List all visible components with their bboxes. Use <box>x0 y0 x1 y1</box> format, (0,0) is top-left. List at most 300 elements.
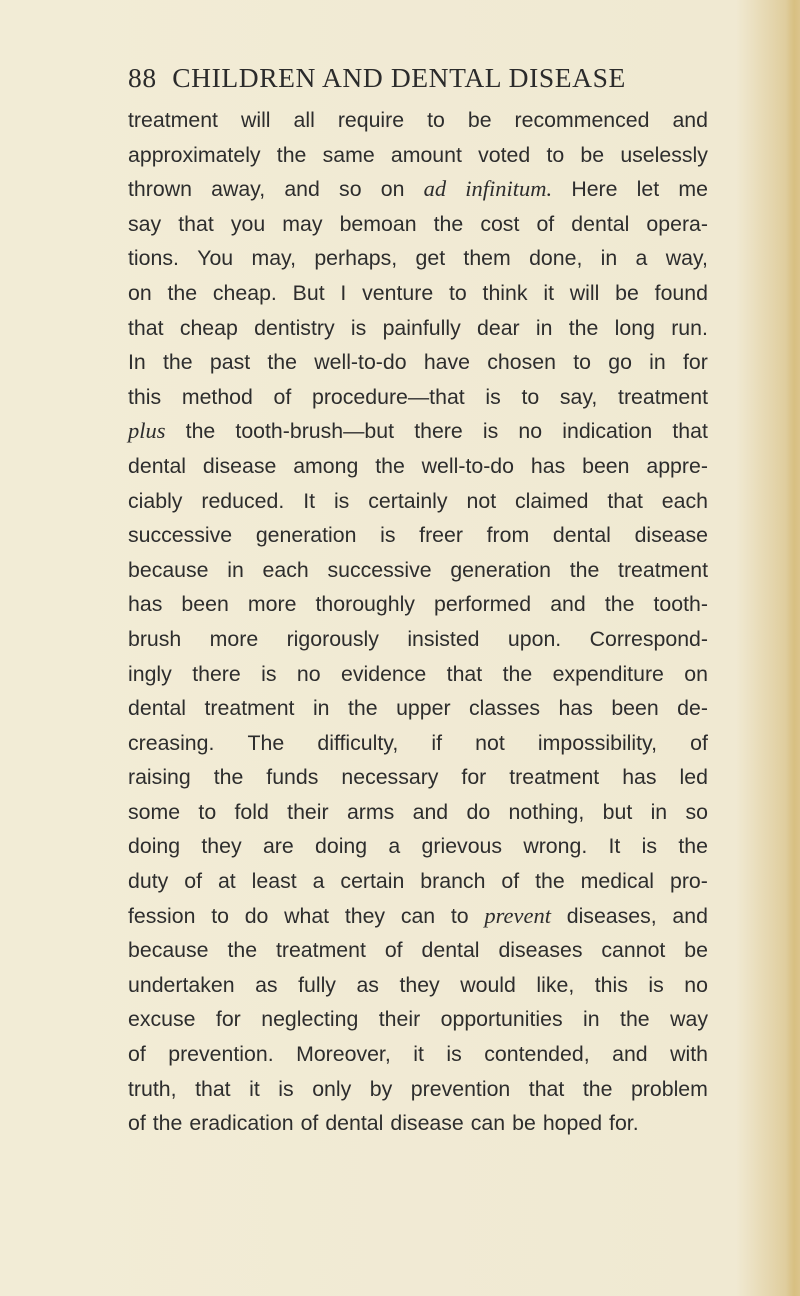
word: is <box>485 384 501 409</box>
word: successive <box>128 523 233 548</box>
word: they <box>344 903 386 928</box>
word: diseases <box>498 938 583 963</box>
word: of <box>128 1042 146 1067</box>
word: more <box>209 626 259 651</box>
word: more <box>247 592 297 617</box>
word: get <box>415 246 446 271</box>
word: treatment <box>509 765 600 790</box>
word: difficulty, <box>317 730 399 755</box>
word: in <box>312 696 330 721</box>
word: indication <box>562 419 653 444</box>
word: that <box>528 1076 565 1101</box>
word: and <box>672 903 708 928</box>
word: creasing. <box>128 730 215 755</box>
word: is <box>380 523 396 548</box>
word: not <box>466 488 497 513</box>
word: at <box>217 869 236 894</box>
word: is <box>333 488 350 513</box>
text-line <box>128 899 708 934</box>
word: the <box>267 350 297 375</box>
word: claimed <box>515 488 589 513</box>
word: some <box>128 799 181 824</box>
text-line <box>128 1072 708 1107</box>
text-line <box>128 553 708 588</box>
word: on <box>684 661 708 686</box>
word: prevention. <box>168 1042 274 1067</box>
word: of <box>690 730 708 755</box>
word: insisted <box>407 626 480 651</box>
word: as <box>255 972 278 997</box>
word: approximately <box>128 142 261 167</box>
word: of <box>536 211 555 236</box>
word: reduced. <box>201 488 285 513</box>
word: well-to-do <box>421 453 514 478</box>
word: on <box>128 280 152 305</box>
word: disease <box>202 453 277 478</box>
word: be <box>615 280 639 305</box>
word: you <box>230 211 266 236</box>
word: in <box>600 246 618 271</box>
word: the <box>582 1076 613 1101</box>
text-line <box>128 933 708 968</box>
word: way <box>670 1007 708 1032</box>
word: to <box>573 350 591 375</box>
word: voted <box>478 142 531 167</box>
word: and <box>550 592 586 617</box>
word: will <box>240 108 271 132</box>
word: the <box>213 765 244 790</box>
word: upper <box>396 696 451 721</box>
word: de- <box>677 696 708 721</box>
word: do <box>466 799 491 824</box>
text-line <box>128 103 708 138</box>
word: on <box>380 177 405 202</box>
word: freer <box>419 523 463 548</box>
word: be <box>512 1111 536 1136</box>
word: neglecting <box>261 1007 359 1032</box>
word: generation <box>450 557 551 582</box>
word: a <box>635 246 648 271</box>
word: recommenced <box>514 108 650 132</box>
word: diseases, <box>566 903 657 928</box>
word: fold <box>234 799 269 824</box>
word: problem <box>630 1076 708 1101</box>
word: and <box>284 177 320 202</box>
word: the <box>569 557 600 582</box>
word: dentistry <box>254 315 335 340</box>
text-line <box>128 138 708 173</box>
word: duty <box>128 869 169 894</box>
text-line <box>128 691 708 726</box>
word: can <box>470 1111 506 1136</box>
word: venture <box>362 280 434 305</box>
word: to <box>427 108 445 132</box>
word: upon. <box>507 626 562 651</box>
word: their <box>378 1007 421 1032</box>
word: among <box>293 453 359 478</box>
text-line <box>128 345 708 380</box>
word: away, <box>211 177 266 202</box>
word: expenditure <box>552 661 664 686</box>
word: of <box>300 1111 319 1136</box>
word: by <box>369 1076 393 1101</box>
word: chosen <box>487 350 556 375</box>
page-number: 88 <box>128 62 157 93</box>
word: are <box>262 834 294 859</box>
word: dental <box>552 523 611 548</box>
word: dental <box>325 1111 384 1136</box>
word: fession <box>128 903 196 928</box>
text-line <box>128 311 708 346</box>
word: cheap. <box>212 280 277 305</box>
word: treatment <box>128 108 218 132</box>
word: go <box>608 350 632 375</box>
word: me <box>678 177 708 202</box>
word: do <box>244 903 269 928</box>
word: led <box>679 765 708 790</box>
word: brush <box>128 626 182 651</box>
word: like, <box>536 972 575 997</box>
word: certainly <box>368 488 448 513</box>
text-line <box>128 276 708 311</box>
text-line <box>128 760 708 795</box>
word: doing <box>128 834 181 859</box>
word: opera- <box>646 211 708 236</box>
word: have <box>423 350 471 375</box>
word: it <box>543 280 554 305</box>
word: there <box>414 419 463 444</box>
text-line <box>128 657 708 692</box>
word: they <box>201 834 242 859</box>
word: the <box>276 142 307 167</box>
word: certain <box>340 869 405 894</box>
word: tooth- <box>653 592 708 617</box>
word: only <box>312 1076 352 1101</box>
word: least <box>251 869 297 894</box>
word: is <box>261 661 277 686</box>
word: of <box>128 1111 146 1136</box>
word: in <box>227 557 244 582</box>
word: but <box>602 799 633 824</box>
word: dental <box>128 453 187 478</box>
word: impossibility, <box>537 730 658 755</box>
word: from <box>486 523 530 548</box>
italic-word: prevent <box>484 902 551 928</box>
word: evidence <box>341 661 427 686</box>
word: been <box>582 453 630 478</box>
word: hoped <box>542 1111 603 1136</box>
word: well-to-do <box>314 350 407 375</box>
word: I <box>340 280 347 305</box>
word: tions. <box>128 246 179 271</box>
word: and <box>612 1042 648 1067</box>
word: dental <box>571 211 630 236</box>
word: let <box>636 177 660 202</box>
word: bemoan <box>339 211 417 236</box>
word: the <box>227 938 258 963</box>
word: that <box>607 488 643 513</box>
word: because <box>128 557 209 582</box>
word: has <box>530 453 566 478</box>
word: in <box>535 315 553 340</box>
word: would <box>460 972 516 997</box>
word: so <box>685 799 708 824</box>
word: past <box>209 350 251 375</box>
text-line <box>128 829 708 864</box>
word: way, <box>665 246 708 271</box>
word: doing <box>315 834 368 859</box>
word: to <box>448 280 467 305</box>
word: the <box>163 350 193 375</box>
text-line <box>128 726 708 761</box>
word: contended, <box>484 1042 590 1067</box>
word: the <box>375 453 405 478</box>
word: been <box>181 592 229 617</box>
word: no <box>518 419 543 444</box>
word: be <box>467 108 492 132</box>
word: eradication <box>189 1111 294 1136</box>
word: no <box>296 661 321 686</box>
word: has <box>622 765 657 790</box>
word: treatment <box>618 557 708 582</box>
word: Here <box>571 177 618 202</box>
word: may, <box>251 246 297 271</box>
word: to <box>198 799 217 824</box>
word: the <box>535 869 565 894</box>
word: say <box>128 211 162 236</box>
word: treatment <box>618 384 708 409</box>
word: has <box>558 696 593 721</box>
text-line <box>128 414 708 449</box>
word: to <box>211 903 229 928</box>
word: there <box>192 661 241 686</box>
word: arms <box>346 799 395 824</box>
word: funds <box>266 765 319 790</box>
word: dear <box>477 315 520 340</box>
word: is <box>446 1042 462 1067</box>
word: the <box>347 696 378 721</box>
word: successive <box>327 557 432 582</box>
word: ingly <box>128 661 172 686</box>
text-line <box>128 484 708 519</box>
text-line <box>128 1002 708 1037</box>
word: the <box>433 211 464 236</box>
word: their <box>287 799 329 824</box>
word: classes <box>469 696 541 721</box>
word: be <box>684 938 708 963</box>
word: necessary <box>341 765 439 790</box>
word: will <box>569 280 600 305</box>
word: performed <box>434 592 532 617</box>
italic-word: plus <box>128 418 166 444</box>
word: medical <box>580 869 655 894</box>
word: generation <box>255 523 357 548</box>
word: them <box>463 246 511 271</box>
word: for. <box>609 1111 639 1136</box>
word: nothing, <box>508 799 585 824</box>
text-line <box>128 518 708 553</box>
word: say, <box>559 384 598 409</box>
word: thrown <box>128 177 192 202</box>
word: It <box>303 488 316 513</box>
word: in <box>583 1007 600 1032</box>
word: be <box>580 142 605 167</box>
word: if <box>431 730 443 755</box>
word: truth, <box>128 1076 177 1101</box>
word: appre- <box>646 453 708 478</box>
word: to <box>546 142 565 167</box>
word: raising <box>128 765 191 790</box>
word: dental <box>421 938 480 963</box>
word: that <box>178 211 214 236</box>
text-line <box>128 380 708 415</box>
word: opportunities <box>440 1007 563 1032</box>
text-line <box>128 795 708 830</box>
word: is <box>648 972 664 997</box>
word: for <box>461 765 487 790</box>
word: a <box>312 869 325 894</box>
word: and <box>672 108 708 132</box>
word: long <box>614 315 655 340</box>
word: of <box>184 869 202 894</box>
word: treatment <box>204 696 295 721</box>
word: that <box>672 419 708 444</box>
word: fully <box>298 972 336 997</box>
word: can <box>400 903 436 928</box>
word: this <box>594 972 628 997</box>
word: this <box>128 384 162 409</box>
word: undertaken <box>128 972 235 997</box>
word: the <box>568 315 599 340</box>
page-edge <box>786 0 800 1296</box>
italic-word: infinitum. <box>465 176 553 202</box>
word: for <box>683 350 708 375</box>
italic-word: ad <box>423 176 447 202</box>
word: the <box>604 592 635 617</box>
body-text <box>128 103 708 1141</box>
word: of <box>384 938 403 963</box>
text-line <box>128 968 708 1003</box>
word: done, <box>529 246 583 271</box>
word: perhaps, <box>314 246 398 271</box>
word: cheap <box>179 315 238 340</box>
word: Moreover, <box>296 1042 391 1067</box>
word: run. <box>671 315 708 340</box>
word: has <box>128 592 163 617</box>
word: not <box>475 730 505 755</box>
word: wrong. <box>523 834 588 859</box>
word: each <box>661 488 708 513</box>
word: disease <box>634 523 708 548</box>
word: cannot <box>601 938 666 963</box>
text-line <box>128 172 708 207</box>
word: the <box>678 834 708 859</box>
word: ciably <box>128 488 183 513</box>
text-line <box>128 622 708 657</box>
word: amount <box>390 142 462 167</box>
word: the <box>502 661 533 686</box>
word: it <box>249 1076 260 1101</box>
word: cost <box>480 211 520 236</box>
word: the <box>152 1111 183 1136</box>
text-line <box>128 449 708 484</box>
word: disease <box>390 1111 464 1136</box>
word: that <box>128 315 164 340</box>
word: same <box>322 142 375 167</box>
word: that <box>195 1076 231 1101</box>
word: to <box>450 903 469 928</box>
word: is <box>482 419 499 444</box>
text-line <box>128 1106 708 1141</box>
running-title: CHILDREN AND DENTAL DISEASE <box>172 62 626 93</box>
word: it <box>413 1042 424 1067</box>
word: may <box>282 211 323 236</box>
word: uselessly <box>620 142 708 167</box>
word: tooth-brush—but <box>235 419 395 444</box>
word: is <box>641 834 658 859</box>
word: But <box>292 280 325 305</box>
word: branch <box>420 869 486 894</box>
text-line <box>128 241 708 276</box>
word: the <box>185 419 216 444</box>
word: the <box>620 1007 650 1032</box>
word: so <box>339 177 362 202</box>
word: treatment <box>275 938 366 963</box>
text-line <box>128 207 708 242</box>
word: of <box>501 869 520 894</box>
word: prevention <box>410 1076 511 1101</box>
word: grievous <box>421 834 503 859</box>
word: rigorously <box>286 626 379 651</box>
word: as <box>356 972 379 997</box>
word: to <box>521 384 540 409</box>
word: found <box>654 280 708 305</box>
word: excuse <box>128 1007 196 1032</box>
text-line <box>128 1037 708 1072</box>
word: the <box>167 280 198 305</box>
word: that <box>446 661 483 686</box>
word: is <box>278 1076 294 1101</box>
word: of <box>273 384 292 409</box>
word: You <box>197 246 234 271</box>
word: a <box>388 834 401 859</box>
word: think <box>482 280 528 305</box>
word: with <box>670 1042 708 1067</box>
word: dental <box>128 696 187 721</box>
word: what <box>284 903 330 928</box>
word: procedure—that <box>311 384 465 409</box>
word: for <box>215 1007 241 1032</box>
word: Correspond- <box>589 626 708 651</box>
running-header <box>128 62 688 94</box>
word: thoroughly <box>315 592 415 617</box>
word: all <box>293 108 315 132</box>
word: they <box>399 972 440 997</box>
word: because <box>128 938 209 963</box>
word: pro- <box>670 869 708 894</box>
word: The <box>247 730 285 755</box>
text-line <box>128 864 708 899</box>
word: It <box>608 834 621 859</box>
word: method <box>181 384 253 409</box>
text-line <box>128 587 708 622</box>
word: and <box>412 799 449 824</box>
word: is <box>350 315 367 340</box>
word: been <box>611 696 659 721</box>
word: no <box>684 972 708 997</box>
word: In <box>128 350 146 375</box>
word: in <box>650 799 668 824</box>
